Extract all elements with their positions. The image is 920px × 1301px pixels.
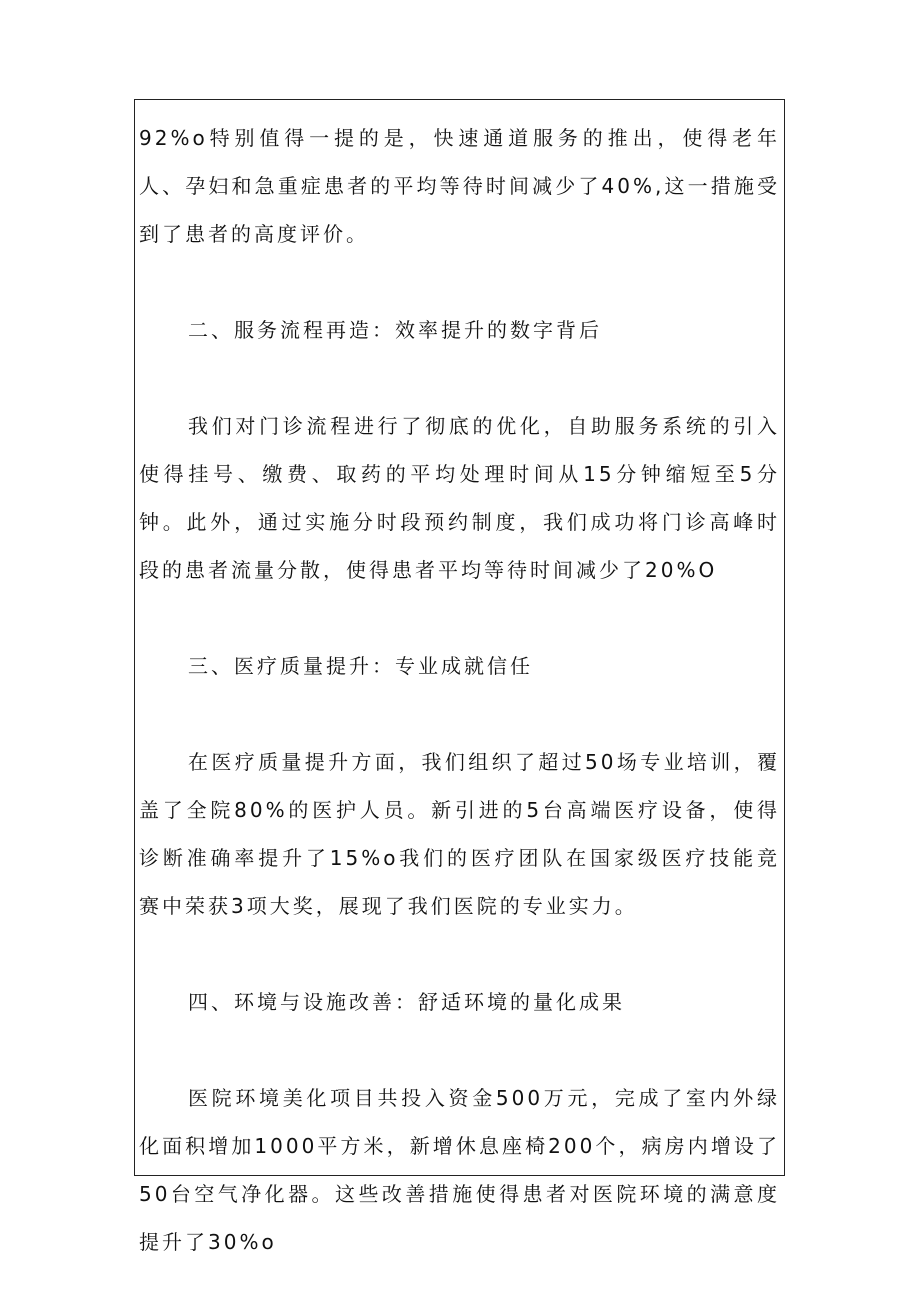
paragraph-gap [139,1026,780,1074]
paragraph-gap [139,690,780,738]
document-body [139,114,780,1266]
section-heading-process: 二、服务流程再造：效率提升的数字背后 [188,318,602,342]
paragraph-gap [139,258,780,306]
paragraph-gap [139,930,780,978]
paragraph-environment: 医院环境美化项目共投入资金500万元，完成了室内外绿化面积增加1000平方米，新增休息座椅200个，病房内增设了50台空气净化器。这些改善措施使得患者对医院环境的满意度提升了30%o [139,1086,780,1254]
document-frame [134,99,785,1254]
paragraph-quality: 在医疗质量提升方面，我们组织了超过50场专业培训，覆盖了全院80%的医护人员。新引进的5台高端医疗设备，使得诊断准确率提升了15%o我们的医疗团队在国家级医疗技能竞赛中荣获3项大奖，展现了我们医院的专业实力。 [139,750,780,918]
section-heading-environment: 四、环境与设施改善：舒适环境的量化成果 [188,990,625,1014]
paragraph-process: 我们对门诊流程进行了彻底的优化，自助服务系统的引入使得挂号、缴费、取药的平均处理时间从15分钟缩短至5分钟。此外，通过实施分时段预约制度，我们成功将门诊高峰时段的患者流量分散，使得患者平均等待时间减少了20%O [139,414,780,582]
paragraph-gap [139,594,780,642]
section-heading-quality: 三、医疗质量提升：专业成就信任 [188,654,533,678]
paragraph-gap [139,354,780,402]
paragraph-fast-track: 92%o特别值得一提的是，快速通道服务的推出，使得老年人、孕妇和急重症患者的平均等待时间减少了40%,这一措施受到了患者的高度评价。 [139,126,780,246]
